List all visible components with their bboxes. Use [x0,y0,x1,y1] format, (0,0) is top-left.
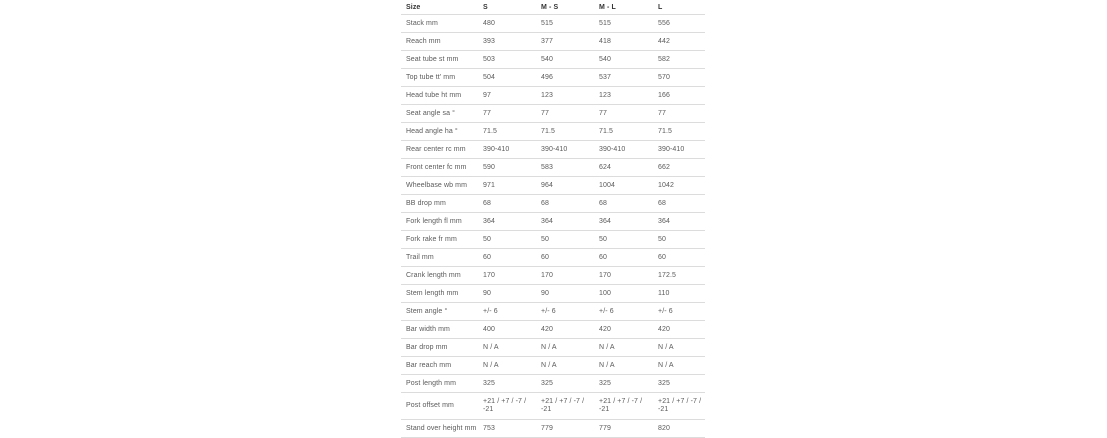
table-cell: 556 [653,15,705,33]
table-row [401,177,705,195]
row-label: Front center fc mm [401,159,478,177]
row-label: Reach mm [401,33,478,51]
table-cell: 170 [594,267,653,285]
table-cell: 515 [536,15,594,33]
table-cell: 100 [594,285,653,303]
table-cell: 1004 [594,177,653,195]
table-row [401,87,705,105]
row-label: Trail mm [401,249,478,267]
table-cell: 624 [594,159,653,177]
table-cell: N / A [478,339,536,357]
table-cell: 71.5 [594,123,653,141]
table-row [401,51,705,69]
table-cell: 68 [594,195,653,213]
table-cell: 400 [478,321,536,339]
table-cell: 50 [478,231,536,249]
table-cell: 325 [594,375,653,393]
table-cell: N / A [594,357,653,375]
table-cell: 71.5 [536,123,594,141]
table-cell: 582 [653,51,705,69]
table-row [401,69,705,87]
table-cell: 420 [594,321,653,339]
table-cell: 1042 [653,177,705,195]
table-cell: 77 [478,105,536,123]
table-cell: 90 [536,285,594,303]
header-l: L [653,0,705,15]
table-row [401,123,705,141]
table-cell: 123 [594,87,653,105]
table-cell: N / A [478,357,536,375]
table-cell: 442 [653,33,705,51]
table-cell: 97 [478,87,536,105]
table-cell: N / A [536,357,594,375]
table-cell: 964 [536,177,594,195]
table-row [401,375,705,393]
table-cell: N / A [536,339,594,357]
table-cell: 325 [478,375,536,393]
table-row [401,420,705,438]
table-cell: +/- 6 [478,303,536,321]
row-label: Stem angle ° [401,303,478,321]
table-cell: 60 [478,249,536,267]
table-cell: 172.5 [653,267,705,285]
table-cell: 390-410 [594,141,653,159]
table-cell: 90 [478,285,536,303]
table-cell: +21 / +7 / -7 / -21 [594,393,653,420]
table-cell: 77 [536,105,594,123]
table-cell: 515 [594,15,653,33]
table-cell: N / A [653,357,705,375]
table-cell: +/- 6 [594,303,653,321]
table-cell: 662 [653,159,705,177]
table-cell: +21 / +7 / -7 / -21 [536,393,594,420]
row-label: BB drop mm [401,195,478,213]
table-cell: 77 [653,105,705,123]
table-cell: 71.5 [653,123,705,141]
table-cell: 377 [536,33,594,51]
table-cell: 504 [478,69,536,87]
table-cell: 420 [653,321,705,339]
table-row [401,249,705,267]
table-cell: 393 [478,33,536,51]
table-cell: 60 [536,249,594,267]
row-label: Stand over height mm [401,420,478,438]
table-row [401,285,705,303]
row-label: Bar drop mm [401,339,478,357]
table-cell: 166 [653,87,705,105]
table-cell: 753 [478,420,536,438]
table-cell: 364 [478,213,536,231]
table-cell: 50 [536,231,594,249]
row-label: Fork length fl mm [401,213,478,231]
table-cell: 364 [536,213,594,231]
table-row [401,213,705,231]
table-row [401,303,705,321]
table-row [401,267,705,285]
table-row [401,195,705,213]
table-cell: 364 [594,213,653,231]
header-m-s: M - S [536,0,594,15]
table-cell: 480 [478,15,536,33]
row-label: Bar reach mm [401,357,478,375]
row-label: Crank length mm [401,267,478,285]
header-s: S [478,0,536,15]
table-cell: 50 [594,231,653,249]
row-label: Top tube tt' mm [401,69,478,87]
table-cell: 364 [653,213,705,231]
table-cell: 325 [536,375,594,393]
geometry-table [401,0,705,438]
row-label: Head angle ha ° [401,123,478,141]
table-cell: 496 [536,69,594,87]
header-m-l: M - L [594,0,653,15]
row-label: Stem length mm [401,285,478,303]
table-cell: 503 [478,51,536,69]
table-cell: +/- 6 [536,303,594,321]
row-label: Bar width mm [401,321,478,339]
geometry-table-head [401,0,705,15]
table-cell: 77 [594,105,653,123]
geometry-table-body [401,15,705,438]
table-row [401,357,705,375]
table-cell: 418 [594,33,653,51]
row-label: Fork rake fr mm [401,231,478,249]
table-row [401,105,705,123]
table-cell: 68 [536,195,594,213]
header-size: Size [401,0,478,15]
header-row [401,0,705,15]
row-label: Stack mm [401,15,478,33]
table-cell: 170 [536,267,594,285]
table-cell: 390-410 [653,141,705,159]
table-cell: 540 [594,51,653,69]
table-cell: 971 [478,177,536,195]
table-cell: 50 [653,231,705,249]
row-label: Head tube ht mm [401,87,478,105]
table-row [401,231,705,249]
table-cell: +/- 6 [653,303,705,321]
table-cell: 590 [478,159,536,177]
table-cell: 779 [536,420,594,438]
table-cell: 123 [536,87,594,105]
row-label: Rear center rc mm [401,141,478,159]
table-cell: 60 [594,249,653,267]
table-cell: 110 [653,285,705,303]
table-cell: 583 [536,159,594,177]
table-row [401,393,705,420]
table-cell: 325 [653,375,705,393]
table-cell: 68 [478,195,536,213]
table-cell: 420 [536,321,594,339]
row-label: Seat angle sa ° [401,105,478,123]
table-row [401,141,705,159]
table-cell: 71.5 [478,123,536,141]
table-cell: 779 [594,420,653,438]
table-cell: N / A [653,339,705,357]
table-cell: 820 [653,420,705,438]
table-cell: +21 / +7 / -7 / -21 [653,393,705,420]
table-cell: 60 [653,249,705,267]
table-row [401,15,705,33]
table-row [401,33,705,51]
table-cell: 570 [653,69,705,87]
table-cell: 68 [653,195,705,213]
table-cell: 537 [594,69,653,87]
table-cell: 390-410 [536,141,594,159]
table-cell: 540 [536,51,594,69]
table-cell: N / A [594,339,653,357]
table-cell: 390-410 [478,141,536,159]
table-cell: 170 [478,267,536,285]
table-row [401,339,705,357]
row-label: Post length mm [401,375,478,393]
row-label: Seat tube st mm [401,51,478,69]
table-row [401,321,705,339]
table-cell: +21 / +7 / -7 / -21 [478,393,536,420]
row-label: Wheelbase wb mm [401,177,478,195]
row-label: Post offset mm [401,393,478,420]
table-row [401,159,705,177]
